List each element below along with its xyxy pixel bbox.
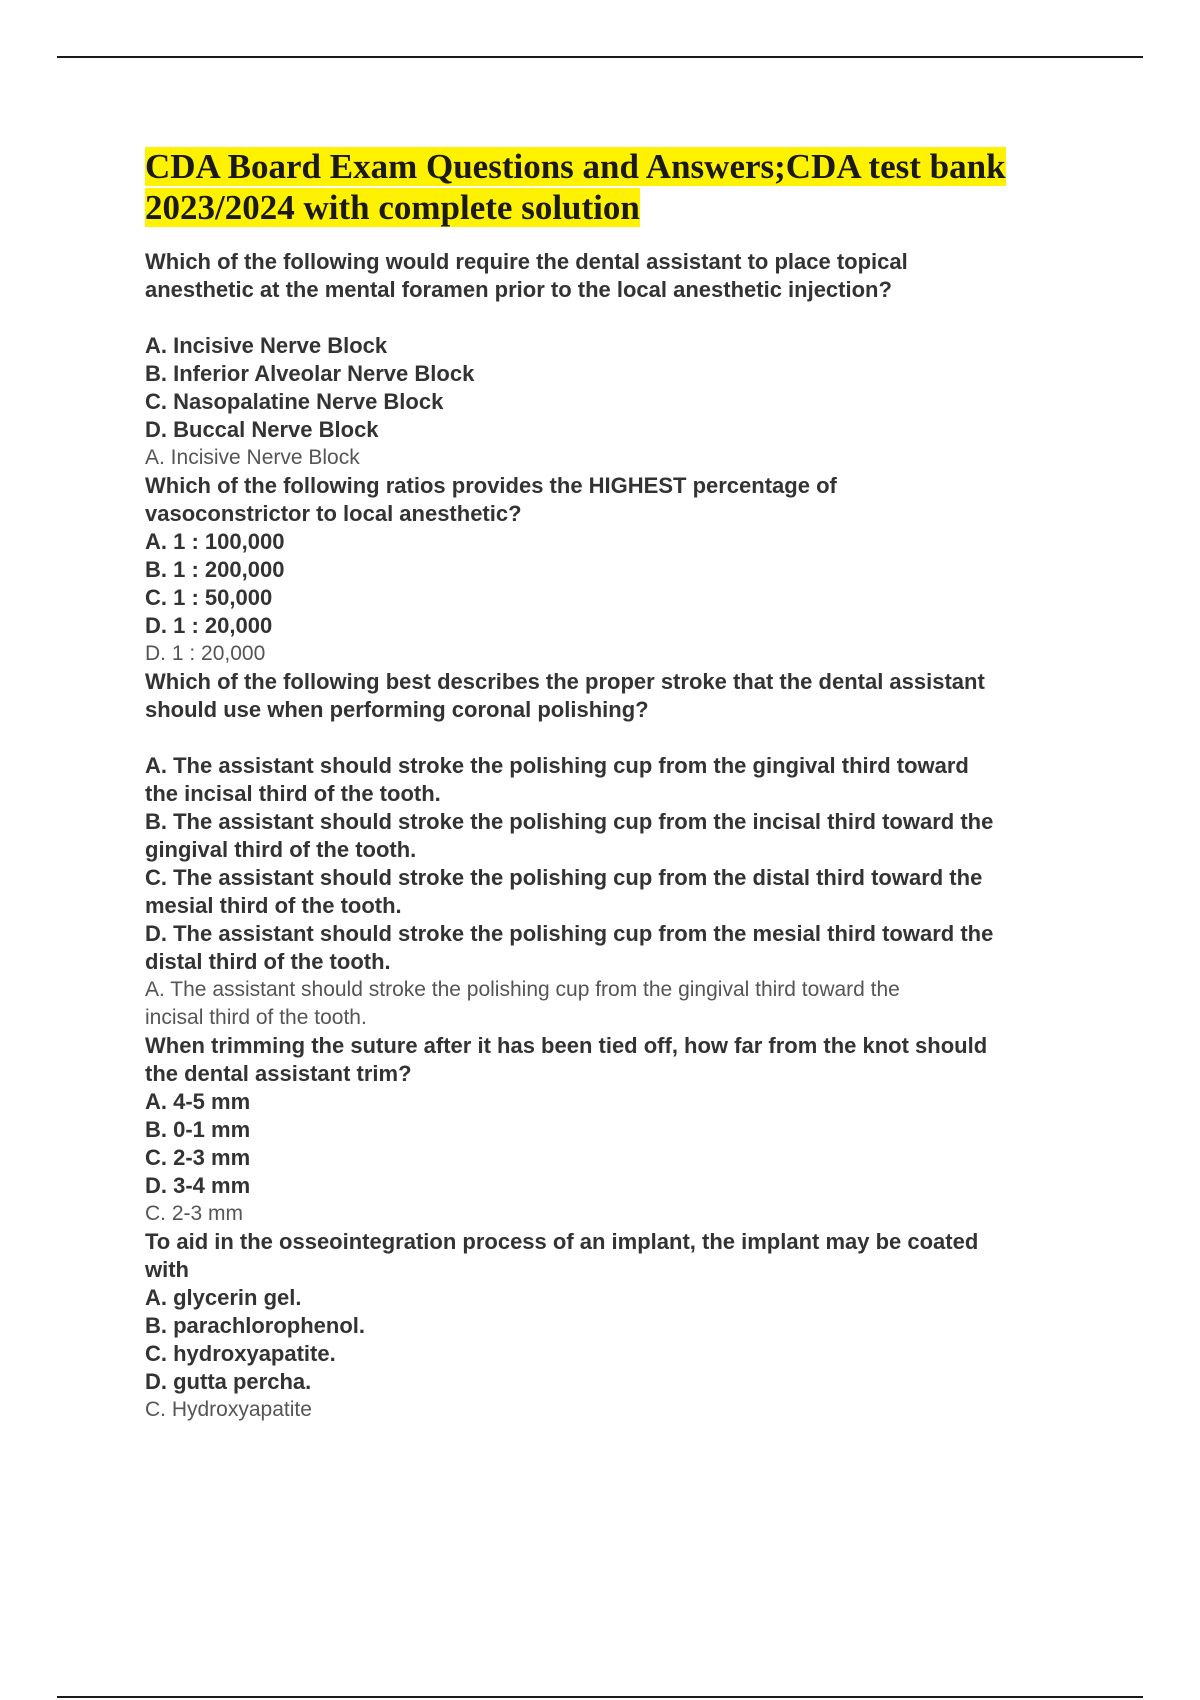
question-line: When trimming the suture after it has been tied off, how far from the knot should [145, 1033, 988, 1058]
question-line: Which of the following ratios provides the HIGHEST percentage of [145, 473, 837, 498]
answer-text [145, 976, 1085, 1032]
question-text [145, 1228, 1085, 1284]
option-item: D. Buccal Nerve Block [145, 417, 379, 442]
footer-rule [57, 1696, 1143, 1698]
question-line: with [145, 1257, 189, 1282]
option-item: D. 1 : 20,000 [145, 613, 273, 638]
question-text [145, 668, 1085, 724]
title-line-2: 2023/2024 with complete solution [145, 188, 640, 227]
question-block-3 [145, 668, 1085, 1032]
option-line: B. The assistant should stroke the polishing cup from the incisal third toward the [145, 809, 994, 834]
document-title [145, 146, 1085, 228]
question-block-2 [145, 472, 1085, 668]
option-item [145, 920, 1085, 976]
answer-text: D. 1 : 20,000 [145, 642, 266, 665]
question-block-5 [145, 1228, 1085, 1424]
option-item: B. 1 : 200,000 [145, 557, 285, 582]
question-line: anesthetic at the mental foramen prior to the local anesthetic injection? [145, 277, 892, 302]
option-item [145, 752, 1085, 808]
option-item: B. parachlorophenol. [145, 1313, 366, 1338]
answer-text: A. Incisive Nerve Block [145, 446, 360, 469]
question-line: should use when performing coronal polishing? [145, 697, 649, 722]
question-text [145, 1032, 1085, 1088]
question-text [145, 248, 1085, 304]
question-line: Which of the following best describes the proper stroke that the dental assistant [145, 669, 985, 694]
option-line: A. The assistant should stroke the polishing cup from the gingival third toward [145, 753, 969, 778]
option-item: C. 2-3 mm [145, 1145, 251, 1170]
question-block-1 [145, 248, 1085, 472]
option-item: B. Inferior Alveolar Nerve Block [145, 361, 475, 386]
option-line: the incisal third of the tooth. [145, 781, 441, 806]
option-line: distal third of the tooth. [145, 949, 391, 974]
answer-text: C. Hydroxyapatite [145, 1398, 312, 1421]
option-line: mesial third of the tooth. [145, 893, 402, 918]
question-line: Which of the following would require the dental assistant to place topical [145, 249, 908, 274]
option-line: gingival third of the tooth. [145, 837, 417, 862]
question-block-4 [145, 1032, 1085, 1228]
answer-text: C. 2-3 mm [145, 1202, 244, 1225]
header-rule [57, 56, 1143, 58]
option-item: B. 0-1 mm [145, 1117, 251, 1142]
question-line: To aid in the osseointegration process of an implant, the implant may be coated [145, 1229, 979, 1254]
answer-line: A. The assistant should stroke the polishing cup from the gingival third toward the [145, 978, 900, 1001]
option-item: A. glycerin gel. [145, 1285, 302, 1310]
answer-line: incisal third of the tooth. [145, 1006, 367, 1029]
option-item: C. hydroxyapatite. [145, 1341, 336, 1366]
option-item [145, 808, 1085, 864]
option-item: D. gutta percha. [145, 1369, 312, 1394]
option-item: C. 1 : 50,000 [145, 585, 273, 610]
question-line: vasoconstrictor to local anesthetic? [145, 501, 522, 526]
option-item: C. Nasopalatine Nerve Block [145, 389, 444, 414]
question-line: the dental assistant trim? [145, 1061, 412, 1086]
title-line-1: CDA Board Exam Questions and Answers;CDA test bank [145, 147, 1006, 186]
option-line: C. The assistant should stroke the polishing cup from the distal third toward the [145, 865, 983, 890]
option-item [145, 864, 1085, 920]
document-body [145, 146, 1085, 1424]
option-item: A. Incisive Nerve Block [145, 333, 388, 358]
option-item: A. 1 : 100,000 [145, 529, 285, 554]
option-item: D. 3-4 mm [145, 1173, 251, 1198]
option-line: D. The assistant should stroke the polishing cup from the mesial third toward the [145, 921, 994, 946]
option-item: A. 4-5 mm [145, 1089, 251, 1114]
question-text [145, 472, 1085, 528]
